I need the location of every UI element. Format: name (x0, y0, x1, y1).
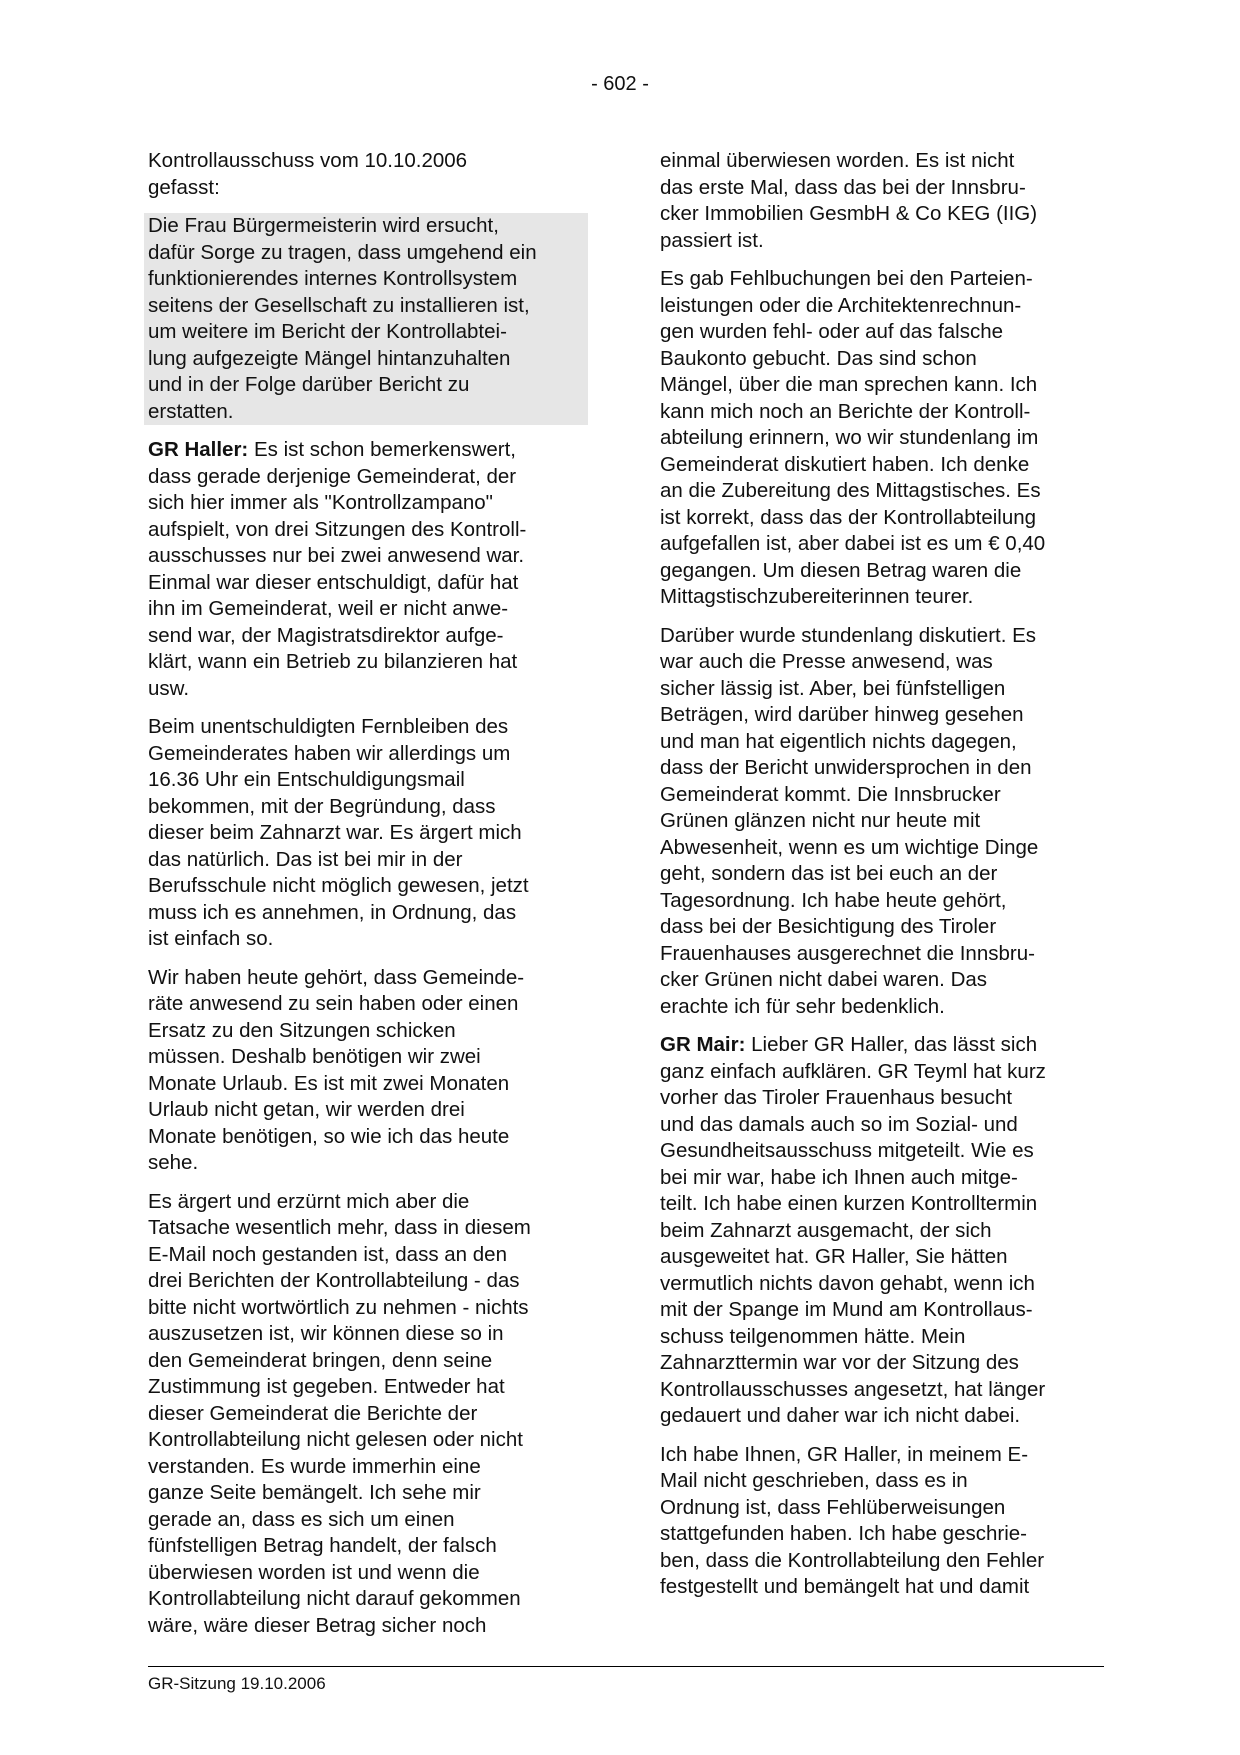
speech-text: Lieber GR Haller, das lässt sich ganz einfach aufklären. GR Teyml hat kurz vorher das Tiroler Frauenhaus besucht und das damals auch so im Sozial- und Gesundheitsausschuss mitgeteilt. Wie es bei mir war, habe ich Ihnen auch mitge- teilt. Ich habe einen kurzen Kontrolltermin beim Zahnarzt ausgemacht, der sich ausgeweitet hat. GR Haller, Sie hätten vermutlich nichts davon gehabt, wenn ich mit der Spange im Mund am Kontrollaus- schuss teilgenommen hätte. Mein Zahnarzttermin war vor der Sitzung des Kontrollausschusses angesetzt, hat länger gedauert und daher war ich nicht dabei. (660, 1033, 1046, 1427)
page-number: - 602 - (591, 73, 649, 95)
paragraph: einmal überwiesen worden. Es ist nicht das erste Mal, dass das bei der Innsbru- cker Immobilien GesmbH & Co KEG (IIG) passiert ist. (660, 149, 1038, 252)
right-column (660, 148, 1100, 1613)
paragraph: Darüber wurde stundenlang diskutiert. Es war auch die Presse anwesend, was sicher lässig ist. Aber, bei fünfstelligen Beträgen, wird darüber hinweg gesehen und man hat eigentlich nichts dagegen, dass der Bericht unwidersprochen in den Gemeinderat kommt. Die Innsbrucker Grünen glänzen nicht nur heute mit Abwesenheit, wenn es um wichtige Dinge geht, sondern das ist bei euch an der Tagesordnung. Ich habe heute gehört, dass bei der Besichtigung des Tiroler Frauenhauses ausgerechnet die Innsbru- cker Grünen nicht dabei waren. Das erachte ich für sehr bedenklich. (660, 623, 1039, 1018)
paragraph-haller (148, 437, 588, 702)
paragraph: Wir haben heute gehört, dass Gemeinde- räte anwesend zu sein haben oder einen Ersatz zu den Sitzungen schicken müssen. Deshalb benötigen wir zwei Monate Urlaub. Es ist mit zwei Monaten Urlaub nicht getan, wir werden drei Monate benötigen, so wie ich das heute sehe. (148, 965, 525, 1174)
left-column (148, 148, 588, 1651)
speaker-name: GR Haller: (148, 438, 249, 461)
speech-text: Es ist schon bemerkenswert, dass gerade derjenige Gemeinderat, der sich hier immer als "Kontrollzampano" aufspielt, von drei Sitzungen des Kontroll- ausschusses nur bei zwei anwesend war. Einmal war dieser entschuldigt, dafür hat ihn im Gemeinderat, weil er nicht anwe- send war, der Magistratsdirektor aufge- klärt, wann ein Betrieb zu bilanzieren hat usw. (148, 438, 527, 700)
footer-text: GR-Sitzung 19.10.2006 (148, 1674, 326, 1693)
paragraph: Ich habe Ihnen, GR Haller, in meinem E- Mail nicht geschrieben, dass es in Ordnung ist, dass Fehlüberweisungen stattgefunden haben. Ich habe geschrie- ben, dass die Kontrollabteilung den Fehler festgestellt und bemängelt hat und damit (660, 1442, 1045, 1598)
paragraph-mair (660, 1032, 1100, 1430)
footer-divider (148, 1666, 1104, 1667)
resolution-text: Die Frau Bürgermeisterin wird ersucht, dafür Sorge zu tragen, dass umgehend ein funktionierendes internes Kontrollsystem seitens der Gesellschaft zu installieren ist, um weitere im Bericht der Kontrollabtei- lung aufgezeigte Mängel hintanzuhalten und in der Folge darüber Bericht zu erstatten. (144, 213, 588, 425)
paragraph: Kontrollausschuss vom 10.10.2006 gefasst: (148, 149, 468, 199)
paragraph: Es gab Fehlbuchungen bei den Parteien- leistungen oder die Architektenrechnun- gen wurden fehl- oder auf das falsche Baukonto gebucht. Das sind schon Mängel, über die man sprechen kann. Ich kann mich noch an Berichte der Kontroll- abteilung erinnern, wo wir stundenlang im Gemeinderat diskutiert haben. Ich denke an die Zubereitung des Mittagstisches. Es ist korrekt, dass das der Kontrollabteilung aufgefallen ist, aber dabei ist es um € 0,40 gegangen. Um diesen Betrag waren die Mittagstischzubereiterinnen teurer. (660, 267, 1046, 608)
paragraph: Es ärgert und erzürnt mich aber die Tatsache wesentlich mehr, dass in diesem E-Mail noch gestanden ist, dass an den drei Berichten der Kontrollabteilung - das bitte nicht wortwörtlich zu nehmen - nichts auszusetzen ist, wir können diese so in den Gemeinderat bringen, denn seine Zustimmung ist gegeben. Entweder hat dieser Gemeinderat die Berichte der Kontrollabteilung nicht gelesen oder nicht verstanden. Es wurde immerhin eine ganze Seite bemängelt. Ich sehe mir gerade an, dass es sich um einen fünfstelligen Betrag handelt, der falsch überwiesen worden ist und wenn die Kontrollabteilung nicht darauf gekommen wäre, wäre dieser Betrag sicher noch (148, 1189, 531, 1637)
speaker-name: GR Mair: (660, 1033, 746, 1056)
paragraph: Beim unentschuldigten Fernbleiben des Gemeinderates haben wir allerdings um 16.36 Uhr ein Entschuldigungsmail bekommen, mit der Begründung, dass dieser beim Zahnarzt war. Es ärgert mich das natürlich. Das ist bei mir in der Berufsschule nicht möglich gewesen, jetzt muss ich es annehmen, in Ordnung, das ist einfach so. (148, 715, 529, 950)
